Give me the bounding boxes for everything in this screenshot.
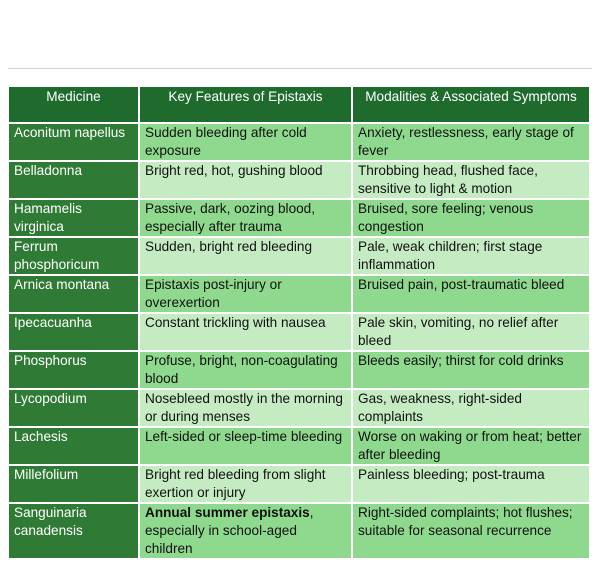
table-row	[9, 162, 589, 198]
modalities-cell: Gas, weakness, right-sided complaints	[353, 390, 589, 426]
table-row	[9, 352, 589, 388]
features-cell: Sudden bleeding after cold exposure	[140, 124, 351, 160]
modalities-cell: Painless bleeding; post-trauma	[353, 466, 589, 502]
features-bold-text: Annual summer epistaxis	[145, 505, 310, 520]
features-cell: Bright red, hot, gushing blood	[140, 162, 351, 198]
medicine-cell: Belladonna	[9, 162, 138, 198]
modalities-cell: Pale, weak children; first stage inflammation	[353, 238, 589, 274]
modalities-cell: Bruised, sore feeling; venous congestion	[353, 200, 589, 236]
modalities-cell: Bleeds easily; thirst for cold drinks	[353, 352, 589, 388]
features-cell: Bright red bleeding from slight exertion or injury	[140, 466, 351, 502]
header-modalities: Modalities & Associated Symptoms	[353, 87, 589, 122]
modalities-cell: Bruised pain, post-traumatic bleed	[353, 276, 589, 312]
features-cell: Sudden, bright red bleeding	[140, 238, 351, 274]
features-cell: Passive, dark, oozing blood, especially after trauma	[140, 200, 351, 236]
medicine-cell: Millefolium	[9, 466, 138, 502]
features-cell: Nosebleed mostly in the morning or during menses	[140, 390, 351, 426]
table-row	[9, 466, 589, 502]
header-row	[9, 87, 589, 122]
top-divider	[8, 68, 592, 69]
features-cell: Profuse, bright, non-coagulating blood	[140, 352, 351, 388]
table-row	[9, 428, 589, 464]
table-row	[9, 390, 589, 426]
table-row	[9, 314, 589, 350]
medicine-cell: Arnica montana	[9, 276, 138, 312]
modalities-cell: Right-sided complaints; hot flushes; suitable for seasonal recurrence	[353, 504, 589, 558]
medicine-cell: Phosphorus	[9, 352, 138, 388]
remedy-table	[7, 85, 591, 560]
features-cell	[140, 504, 351, 558]
header-key-features: Key Features of Epistaxis	[140, 87, 351, 122]
medicine-cell: Lycopodium	[9, 390, 138, 426]
modalities-cell: Anxiety, restlessness, early stage of fever	[353, 124, 589, 160]
medicine-cell: Sanguinaria canadensis	[9, 504, 138, 558]
modalities-cell: Pale skin, vomiting, no relief after bleed	[353, 314, 589, 350]
features-text: , especially in school-aged children	[145, 505, 314, 556]
medicine-cell: Hamamelis virginica	[9, 200, 138, 236]
modalities-cell: Worse on waking or from heat; better after bleeding	[353, 428, 589, 464]
table-row	[9, 200, 589, 236]
table-row	[9, 238, 589, 274]
modalities-cell: Throbbing head, flushed face, sensitive to light & motion	[353, 162, 589, 198]
features-cell: Epistaxis post-injury or overexertion	[140, 276, 351, 312]
table-row	[9, 276, 589, 312]
medicine-cell: Lachesis	[9, 428, 138, 464]
features-cell: Constant trickling with nausea	[140, 314, 351, 350]
features-cell: Left-sided or sleep-time bleeding	[140, 428, 351, 464]
table-row	[9, 124, 589, 160]
medicine-cell: Ferrum phosphoricum	[9, 238, 138, 274]
header-medicine: Medicine	[9, 87, 138, 122]
table-row	[9, 504, 589, 558]
medicine-cell: Aconitum napellus	[9, 124, 138, 160]
medicine-cell: Ipecacuanha	[9, 314, 138, 350]
